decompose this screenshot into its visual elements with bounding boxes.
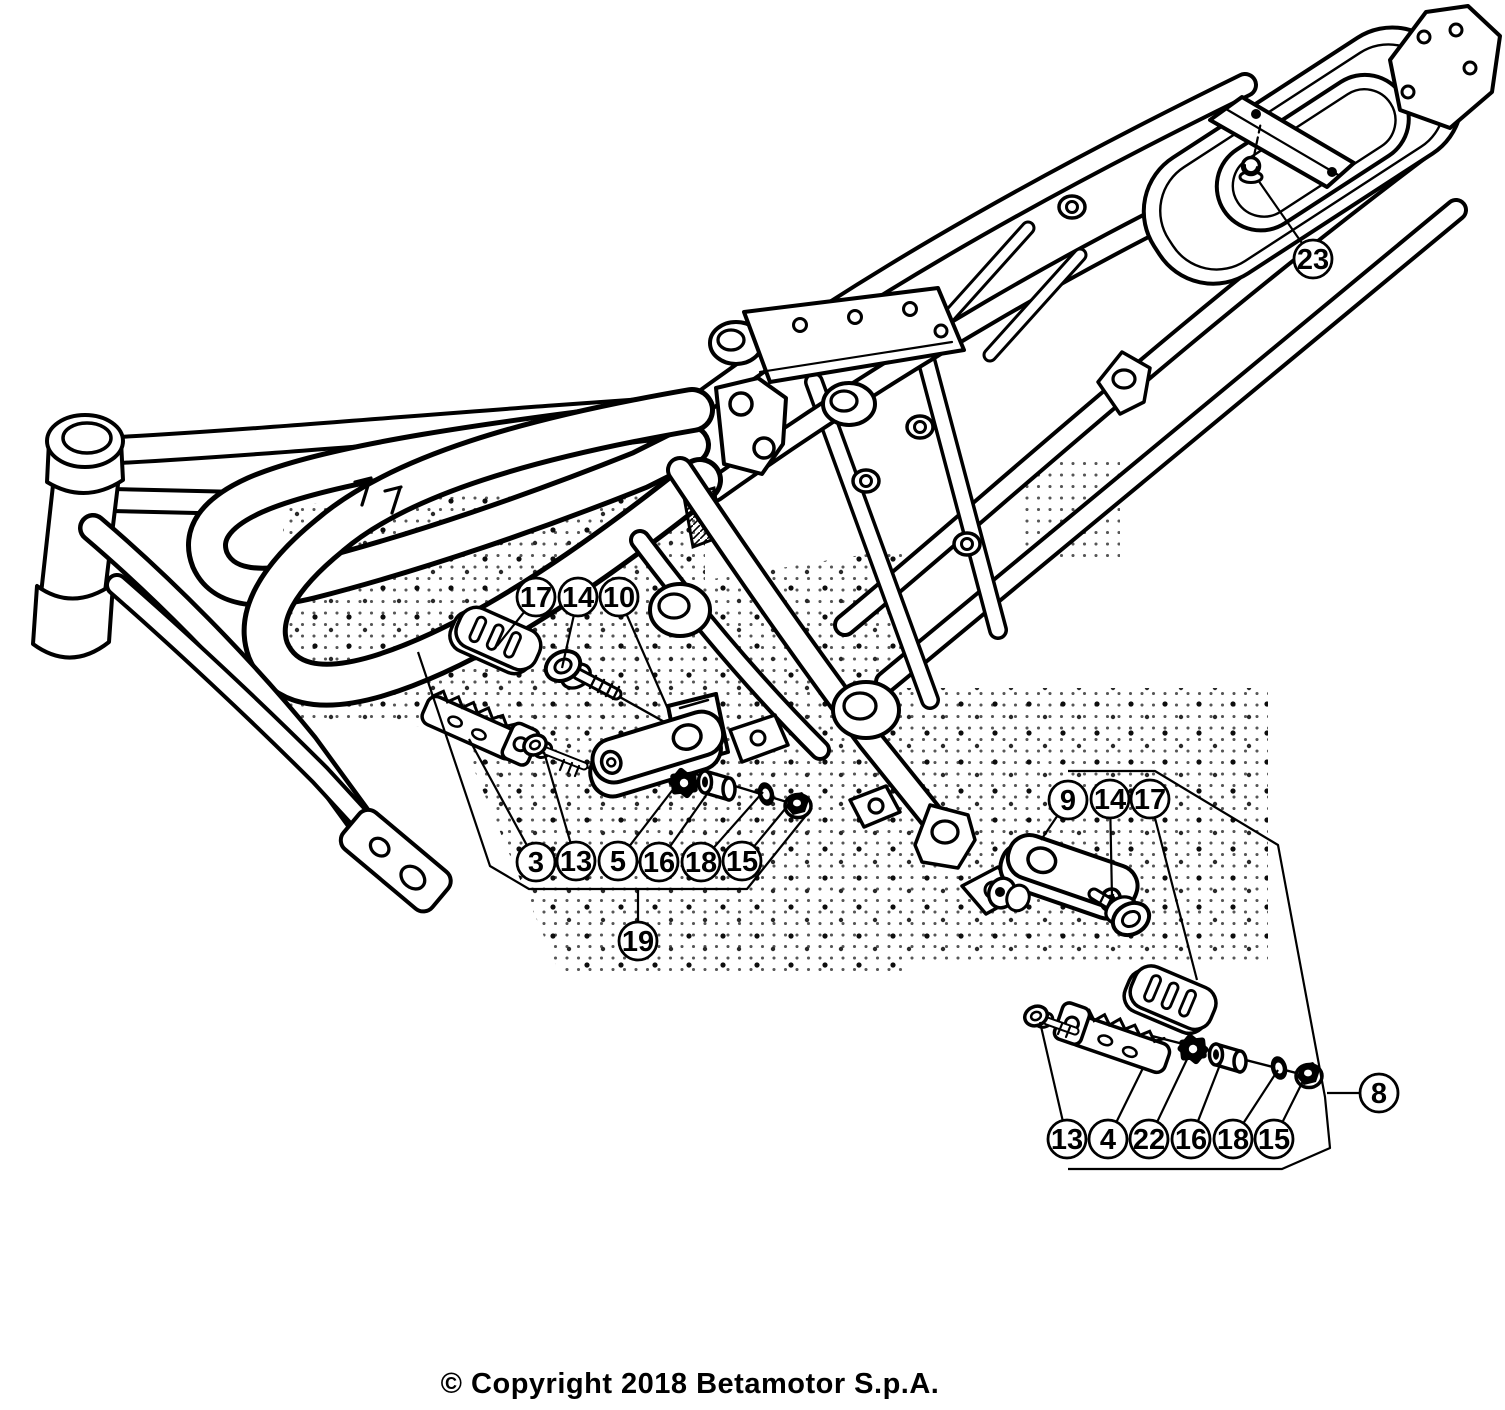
- callout-number-3: 3: [527, 847, 545, 879]
- callout-8[interactable]: [1327, 1074, 1398, 1112]
- callout-number-15: 15: [1257, 1124, 1291, 1156]
- callout-number-22: 22: [1132, 1124, 1166, 1156]
- callout-number-8: 8: [1370, 1078, 1388, 1110]
- fender-tip-plate: [1390, 6, 1500, 128]
- copyright-notice: © Copyright 2018 Betamotor S.p.A.: [440, 1368, 940, 1400]
- callout-15[interactable]: [1255, 1077, 1305, 1158]
- callout-number-9: 9: [1059, 785, 1077, 817]
- callout-number-16: 16: [1174, 1124, 1208, 1156]
- callout-leader-15: [1283, 1077, 1306, 1122]
- callout-number-13: 13: [1050, 1124, 1084, 1156]
- callout-number-19: 19: [621, 926, 655, 958]
- down-tube-end-bracket: [336, 805, 456, 916]
- callout-number-17: 17: [1133, 784, 1167, 816]
- callout-number-5: 5: [609, 846, 627, 878]
- callout-leader-4: [1116, 1068, 1143, 1122]
- callout-leader-18: [1243, 1070, 1278, 1123]
- callout-number-15: 15: [725, 846, 759, 878]
- callout-leader-16: [1198, 1057, 1223, 1121]
- callout-number-4: 4: [1099, 1124, 1117, 1156]
- callout-number-18: 18: [684, 847, 718, 879]
- callout-number-17: 17: [519, 582, 553, 614]
- part-18-washer-right: [1268, 1054, 1289, 1081]
- callout-number-10: 10: [602, 582, 636, 614]
- part-17-footpeg-pad-right: [1119, 959, 1221, 1040]
- callout-number-13: 13: [559, 846, 593, 878]
- callout-number-14: 14: [561, 582, 595, 614]
- part-16-spacer-right: [1210, 1044, 1247, 1072]
- callout-number-23: 23: [1296, 244, 1330, 276]
- callout-number-16: 16: [642, 847, 676, 879]
- callout-number-14: 14: [1093, 784, 1127, 816]
- callout-number-18: 18: [1216, 1124, 1250, 1156]
